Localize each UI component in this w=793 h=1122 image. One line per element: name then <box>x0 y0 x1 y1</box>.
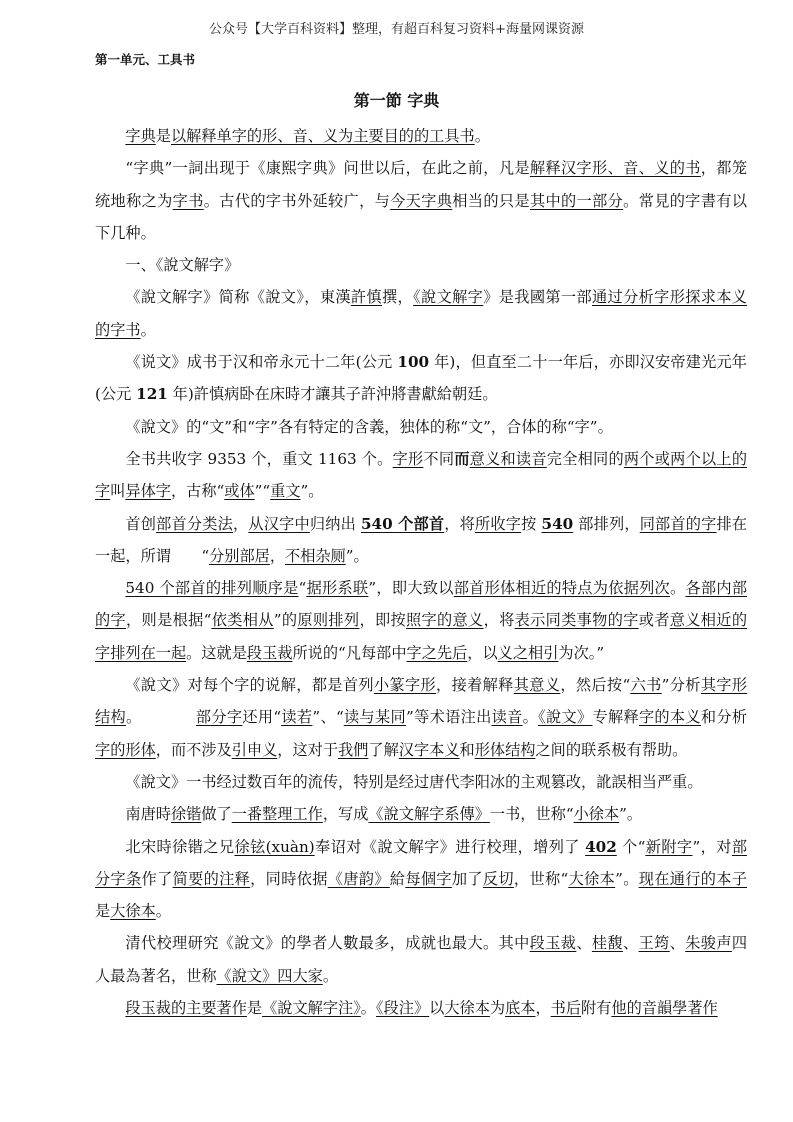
underlined-text: 各部内部的字 <box>95 579 748 630</box>
text-run: 首创 <box>125 514 157 533</box>
text-run: “ <box>298 579 307 598</box>
underlined-text: 大徐本 <box>568 869 616 888</box>
text-run: 四人最為著名，世称 <box>95 934 748 985</box>
text-run: 不同 <box>423 449 455 468</box>
unit-title: 第一单元、工具书 <box>95 52 196 67</box>
underlined-text: 意义和读音 <box>469 449 547 468</box>
underlined-text: 据形系联 <box>306 579 369 598</box>
page-header: 公众号【大学百科资料】整理，有超百科复习资料+海量网课资源 <box>209 22 584 37</box>
paragraph <box>95 927 747 992</box>
text-run: 或者 <box>638 611 670 630</box>
text-run: 完全相同的 <box>546 449 624 468</box>
text-run: 。 <box>322 966 338 985</box>
text-run: ，而不涉及 <box>155 740 232 759</box>
text-run: 《說文》一书经过数百年的流传，特别是经过唐代李阳冰的主观篡改，訛誤相当严重。 <box>125 772 703 791</box>
text-run: 清代校理研究《說文》的學者人數最多，成就也最大。其中 <box>125 934 530 953</box>
text-run: 《說文》对每个字的说解，都是首列 <box>125 676 374 695</box>
text-run: 附有 <box>581 999 612 1018</box>
text-run: ，接着解释 <box>436 676 514 695</box>
text-run: 是 <box>246 999 263 1018</box>
underlined-text: 540 个部首的排列顺序是 <box>125 579 299 598</box>
underlined-text: 解释汉字形、音、义的书 <box>529 159 701 178</box>
text-run: 年)，但直至二十一年后，亦即汉安帝建光元年(公元 <box>95 353 747 404</box>
text-run: 。常見的字書有以下几种。 <box>95 191 748 242</box>
underlined-text: 今天字典 <box>390 191 453 210</box>
underlined-text: 形体结构 <box>474 740 536 759</box>
underlined-text: 一番整理工作 <box>231 805 323 824</box>
underlined-text: 部首分类法 <box>156 514 233 533</box>
text-run: 之间的联系极有帮助。 <box>535 740 688 759</box>
underlined-text: 字之先后 <box>406 643 468 662</box>
underlined-text: 字的本义 <box>638 708 701 727</box>
text-run: 以 <box>429 999 445 1018</box>
underlined-text: 新附字 <box>645 837 693 856</box>
text-run: 是 <box>155 127 171 145</box>
text-run: 。 <box>155 902 171 921</box>
underlined-text: 字书 <box>172 191 204 210</box>
text-run: ，世称“ <box>513 869 569 888</box>
underlined-text: 以解释单字的形、音、义为主要目的的工具书 <box>170 127 475 145</box>
text-run: 叫 <box>110 482 126 501</box>
text-run: ，古称“ <box>170 482 225 501</box>
text-run: 加了 <box>451 869 483 888</box>
underlined-text: 《說文解字注》 <box>262 999 361 1018</box>
underlined-text: 分别部居 <box>209 546 270 565</box>
text-run: ”，对 <box>692 837 732 856</box>
text-run: ”、“ <box>312 708 344 727</box>
underlined-text: 《說文》 <box>538 708 593 727</box>
underlined-text: 402 <box>585 837 617 856</box>
paragraph <box>95 766 747 798</box>
underlined-text: 两个或两个以上的字 <box>95 449 748 501</box>
text-run: 排在一起，所谓 “ <box>95 514 748 565</box>
text-run: ”的 <box>273 611 298 630</box>
underlined-text: 简要的注释 <box>172 869 251 888</box>
paragraph <box>95 346 747 411</box>
text-run: “字典”一詞出现于《康熙字典》问世以后，在此之前，凡是 <box>125 159 530 178</box>
text-run: ，将 <box>483 611 515 630</box>
underlined-text: 字形 <box>392 449 424 468</box>
text-run: 而 <box>454 449 470 468</box>
paragraph <box>95 443 747 508</box>
underlined-text: 其意义 <box>513 676 561 695</box>
text-run: 撰， <box>382 288 414 307</box>
underlined-text: 桂馥 <box>591 934 623 953</box>
text-run: 》是我國第一部 <box>483 288 592 307</box>
underlined-text: 义之相引 <box>497 643 559 662</box>
text-run: 。古代的字书外延较广，与 <box>203 191 391 210</box>
text-run: 南唐時 <box>125 805 171 824</box>
text-run: ，则是根据“ <box>126 611 212 630</box>
paragraph <box>95 249 747 281</box>
underlined-text: 540 <box>541 514 574 533</box>
underlined-text: 读音 <box>491 708 523 727</box>
text-run: ， <box>232 514 249 533</box>
text-run: 所说的“凡每部中 <box>292 643 407 662</box>
text-run: ”，即大致以 <box>368 579 454 598</box>
underlined-text: 底本 <box>505 999 536 1018</box>
underlined-text: 从汉字中 <box>248 514 310 533</box>
text-run: 部排列， <box>573 514 640 533</box>
underlined-text: 《說文》四大家 <box>216 966 323 985</box>
paragraph <box>95 798 747 830</box>
text-run: 。 <box>360 999 376 1018</box>
text-run: 《说文》成书于汉和帝永元十二年(公元 <box>125 353 398 372</box>
underlined-text: 部分字条 <box>95 837 748 888</box>
underlined-text: 所收字 <box>475 514 522 533</box>
underlined-text: 六书 <box>630 676 662 695</box>
text-run: ，即按 <box>359 611 406 630</box>
text-run: 北宋時徐锴之兄 <box>125 837 235 856</box>
text-run: ， <box>269 546 286 565</box>
underlined-text: 书后 <box>550 999 582 1018</box>
underlined-text: 表示同类事物的字 <box>514 611 639 630</box>
body-text <box>95 120 747 1024</box>
text-run: 奉诏对《說文解字》进行校理，增列了 <box>314 837 586 856</box>
underlined-text: 异体字 <box>125 482 171 501</box>
underlined-text: 大徐本 <box>110 902 156 921</box>
text-run: 121 <box>136 385 168 404</box>
text-run: ”等术语注出 <box>406 708 492 727</box>
text-run: 、 <box>623 934 639 953</box>
text-run: 。 <box>140 320 156 339</box>
paragraph <box>95 669 747 766</box>
text-run: ”。 <box>615 869 639 888</box>
paragraph <box>95 572 747 669</box>
text-run: 作了 <box>141 869 173 888</box>
underlined-text: 其中的一部分 <box>529 191 624 210</box>
text-run: 。 <box>670 579 686 598</box>
text-run: ，将 <box>444 514 475 533</box>
text-run: 为 <box>489 999 506 1018</box>
underlined-text: 我們 <box>338 740 369 759</box>
text-run: 专解释 <box>592 708 639 727</box>
text-run: ”。 <box>619 805 643 824</box>
text-run: 100 <box>397 353 430 372</box>
underlined-text: 重文 <box>270 482 301 501</box>
underlined-text: 同部首的字 <box>639 514 717 533</box>
text-run: ，都笼统地称之为 <box>95 159 748 210</box>
underlined-text: 段玉裁 <box>246 643 293 662</box>
text-run: ，然后按“ <box>560 676 631 695</box>
paragraph <box>95 508 747 573</box>
text-run: ”“ <box>254 482 271 501</box>
paragraph <box>95 992 747 1024</box>
text-run: 按 <box>521 514 542 533</box>
underlined-text: 或体 <box>224 482 255 501</box>
underlined-text: 依类相从 <box>211 611 274 630</box>
underlined-text: 王筠 <box>638 934 670 953</box>
underlined-text: 原则排列 <box>297 611 360 630</box>
underlined-text: 《說文解字 <box>413 288 484 307</box>
underlined-text: 字的形体 <box>95 740 156 759</box>
underlined-text: 他的音韻學著作 <box>611 999 718 1018</box>
text-run: 。这就是 <box>186 643 247 662</box>
text-run: 給 <box>389 869 406 888</box>
underlined-text: 朱骏声 <box>685 934 732 953</box>
text-run: 《說文解字》简称《說文》，東漢 <box>125 288 351 307</box>
text-run: 。 <box>126 708 196 727</box>
text-run: 相当的只是 <box>452 191 530 210</box>
underlined-text: 徐锴 <box>170 805 202 824</box>
underlined-text: 許慎 <box>350 288 382 307</box>
text-run: 个“ <box>616 837 646 856</box>
text-run: 。 <box>522 708 539 727</box>
underlined-text: 读若 <box>281 708 313 727</box>
text-run: ，写成 <box>322 805 369 824</box>
paragraph <box>95 120 747 152</box>
underlined-text: 《唐韵》 <box>327 869 390 888</box>
paragraph <box>95 411 747 443</box>
underlined-text: 部分字 <box>195 708 243 727</box>
underlined-text: 每個字 <box>405 869 452 888</box>
text-run: ， <box>535 999 551 1018</box>
underlined-text: 通过分析字形探求本义的字书 <box>95 288 748 339</box>
underlined-text: 《說文解字系傳》 <box>368 805 490 824</box>
underlined-text: 意义相近的字排列在一起 <box>95 611 747 662</box>
text-run: 年)許慎病卧在床時才讓其子許沖將書獻給朝廷。 <box>167 385 498 404</box>
underlined-text: 小篆字形 <box>373 676 437 695</box>
text-run: 是 <box>95 902 111 921</box>
text-run: ”。 <box>345 546 369 565</box>
text-run: 、 <box>669 934 686 953</box>
text-run: 为次。” <box>558 643 605 662</box>
text-run: 和分析 <box>700 708 748 727</box>
text-run: 《說文》的“文”和“字”各有特定的含義，独体的称“文”，合体的称“字”。 <box>125 417 613 436</box>
text-run: ”分析 <box>661 676 701 695</box>
text-run: 。 <box>474 127 490 145</box>
text-run: 还用“ <box>242 708 282 727</box>
underlined-text: 段玉裁的主要著作 <box>125 999 247 1018</box>
paragraph <box>95 281 747 346</box>
underlined-text: 部首形体相近的特点为依据列次 <box>453 579 671 598</box>
underlined-text: 反切 <box>482 869 514 888</box>
underlined-text: 不相杂厕 <box>285 546 346 565</box>
text-run: ，同時依据 <box>250 869 328 888</box>
underlined-text: 徐铉(xuàn) <box>234 837 315 856</box>
underlined-text: 读与某同 <box>343 708 407 727</box>
text-run: 、 <box>576 934 592 953</box>
underlined-text: 现在通行的本子 <box>638 869 747 888</box>
underlined-text: 照字的意义 <box>405 611 484 630</box>
underlined-text: 字典 <box>125 127 156 145</box>
section-title: 第一節 字典 <box>353 91 440 110</box>
text-run: ，这对于 <box>277 740 338 759</box>
underlined-text: 其字形结构 <box>95 676 748 727</box>
text-run: 了解 <box>368 740 399 759</box>
text-run: 做了 <box>201 805 232 824</box>
underlined-text: 汉字本义 <box>398 740 460 759</box>
text-run: ”。 <box>300 482 324 501</box>
text-run: 和 <box>459 740 475 759</box>
underlined-text: 小徐本 <box>573 805 620 824</box>
underlined-text: 引申义 <box>231 740 278 759</box>
underlined-text: 《段注》 <box>375 999 430 1018</box>
text-run: 一书，世称“ <box>489 805 574 824</box>
text-run: 全书共收字 9353 个，重文 1163 个。 <box>125 449 393 468</box>
underlined-text: 大徐本 <box>444 999 490 1018</box>
text-run: 一、《說文解字》 <box>125 256 240 275</box>
text-run: ，以 <box>467 643 498 662</box>
underlined-text: 段玉裁 <box>529 934 577 953</box>
underlined-text: 540 个部首 <box>360 514 445 533</box>
text-run: 归纳出 <box>309 514 361 533</box>
paragraph <box>95 831 747 928</box>
paragraph <box>95 152 747 249</box>
